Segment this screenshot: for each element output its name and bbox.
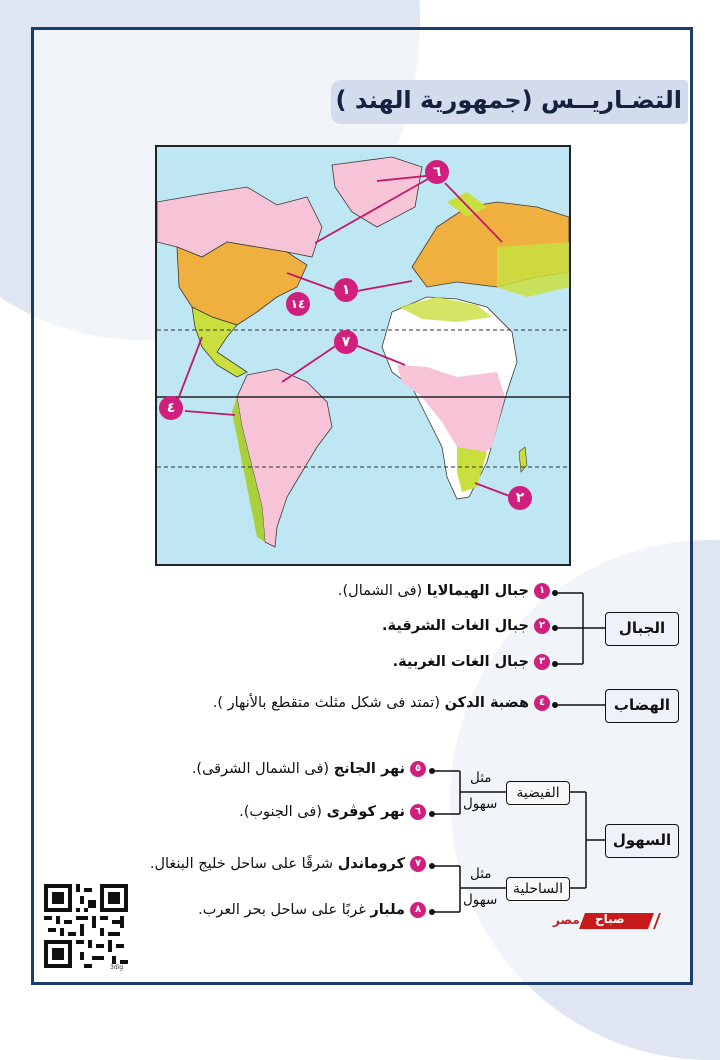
item-name: نهر كوڤرى	[326, 804, 405, 820]
item-number: ٢	[534, 618, 550, 634]
item-name: كروماندل	[337, 856, 405, 872]
item-name: جبال الغات الغربية.	[392, 654, 529, 670]
item-name: ملبار	[370, 902, 405, 918]
item-number: ٥	[410, 761, 426, 777]
category-plains: السهول	[605, 824, 679, 858]
item-note: (تمتد فى شكل مثلث متقطع بالأنهار ).	[212, 695, 441, 711]
subcategory-coastal: الساحلية	[506, 877, 570, 901]
list-item	[393, 654, 550, 670]
item-note: (فى الجنوب).	[239, 804, 322, 820]
qr-code[interactable]	[44, 884, 128, 968]
brand-name: صباح	[595, 912, 625, 926]
list-item	[198, 902, 426, 918]
list-item	[338, 583, 550, 599]
item-number: ٣	[534, 654, 550, 670]
list-item	[382, 618, 550, 634]
item-note: (فى الشمال).	[337, 583, 423, 599]
category-mountains: الجبال	[605, 612, 679, 646]
item-name: جبال الهيمالايا	[426, 583, 529, 599]
item-note: (فى الشمال الشرقى).	[191, 761, 330, 777]
item-name: نهر الجانج	[333, 761, 405, 777]
item-number: ١	[534, 583, 550, 599]
item-note: شرقًا على ساحل خليج البنغال.	[149, 856, 334, 872]
map-marker-4: ٤	[159, 396, 183, 420]
map-marker-1: ١	[334, 278, 358, 302]
list-item	[150, 856, 426, 872]
subcategory-alluvial: الفيضية	[506, 781, 570, 805]
map-marker-7: ٧	[334, 330, 358, 354]
item-note: غربًا على ساحل بحر العرب.	[198, 902, 366, 918]
list-item	[239, 804, 426, 820]
example-word: مثل	[470, 770, 492, 786]
item-number: ٦	[410, 804, 426, 820]
plains-word: سهول	[463, 892, 498, 908]
qr-caption: 3dig	[110, 964, 124, 971]
item-number: ٨	[410, 902, 426, 918]
brand-suffix: مصر	[553, 913, 580, 927]
list-item	[192, 761, 426, 777]
map-marker-2: ٢	[508, 486, 532, 510]
example-word: مثل	[470, 866, 492, 882]
page-title: التضـاريــس (جمهورية الهند )	[335, 86, 682, 114]
map-marker-6: ٦	[425, 160, 449, 184]
item-number: ٤	[534, 695, 550, 711]
item-name: جبال الغات الشرقية.	[381, 618, 529, 634]
item-name: هضبة الدكن	[444, 695, 529, 711]
category-plateaus: الهضاب	[605, 689, 679, 723]
brand-logo	[553, 911, 668, 931]
list-item	[213, 695, 550, 711]
item-number: ٧	[410, 856, 426, 872]
plains-word: سهول	[463, 796, 498, 812]
map-marker-14: ١٤	[286, 292, 310, 316]
